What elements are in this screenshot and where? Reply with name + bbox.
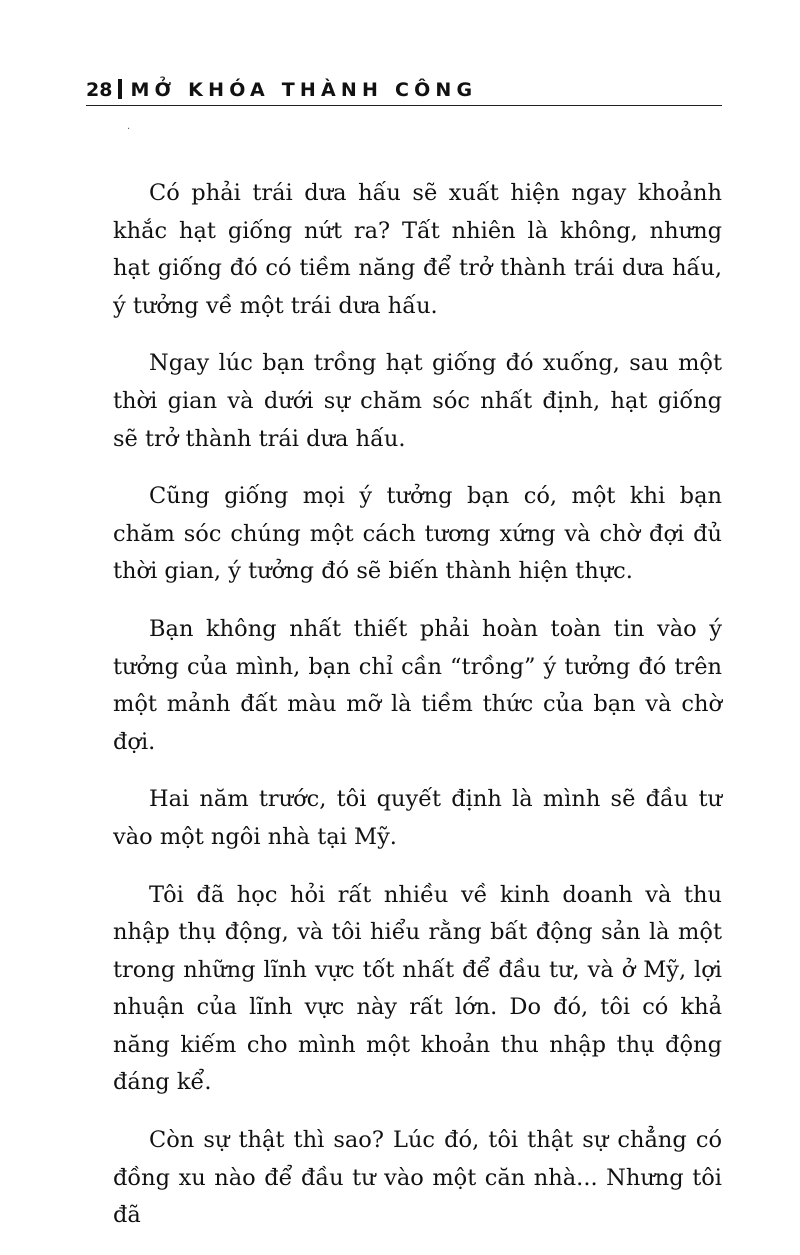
header-divider	[118, 79, 122, 99]
paragraph: Ngay lúc bạn trồng hạt giống đó xuống, sau một thời gian và dưới sự chăm sóc nhất định, hạt giống sẽ trở thành trái dưa hấu.	[113, 350, 722, 452]
paragraph: Còn sự thật thì sao? Lúc đó, tôi thật sự chẳng có đồng xu nào để đầu tư vào một căn nhà... Nhưng tôi đã	[113, 1127, 722, 1229]
body-text	[113, 175, 722, 1255]
paragraph: Bạn không nhất thiết phải hoàn toàn tin vào ý tưởng của mình, bạn chỉ cần “trồng” ý tưởng đó trên một mảnh đất màu mỡ là tiềm thức của bạn và chờ đợi.	[113, 615, 722, 755]
paragraph: Hai năm trước, tôi quyết định là mình sẽ đầu tư vào một ngôi nhà tại Mỹ.	[113, 786, 722, 850]
running-header	[86, 76, 722, 106]
paragraph: Cũng giống mọi ý tưởng bạn có, một khi bạn chăm sóc chúng một cách tương xứng và chờ đợi đủ thời gian, ý tưởng đó sẽ biến thành hiện thực.	[113, 483, 722, 585]
book-title: MỞ KHÓA THÀNH CÔNG	[130, 79, 478, 101]
paragraph: Tôi đã học hỏi rất nhiều về kinh doanh và thu nhập thụ động, và tôi hiểu rằng bất động sản là một trong những lĩnh vực tốt nhất để đầu tư, và ở Mỹ, lợi nhuận của lĩnh vực này rất lớn. Do đó, tôi có khả năng kiếm cho mình một khoản thu nhập thụ động đáng kể.	[113, 881, 722, 1096]
paragraph: Có phải trái dưa hấu sẽ xuất hiện ngay khoảnh khắc hạt giống nứt ra? Tất nhiên là không, nhưng hạt giống đó có tiềm năng để trở thành trái dưa hấu, ý tưởng về một trái dưa hấu.	[113, 180, 722, 319]
page-number: 28	[86, 79, 113, 101]
scan-speck: ·	[127, 124, 131, 135]
